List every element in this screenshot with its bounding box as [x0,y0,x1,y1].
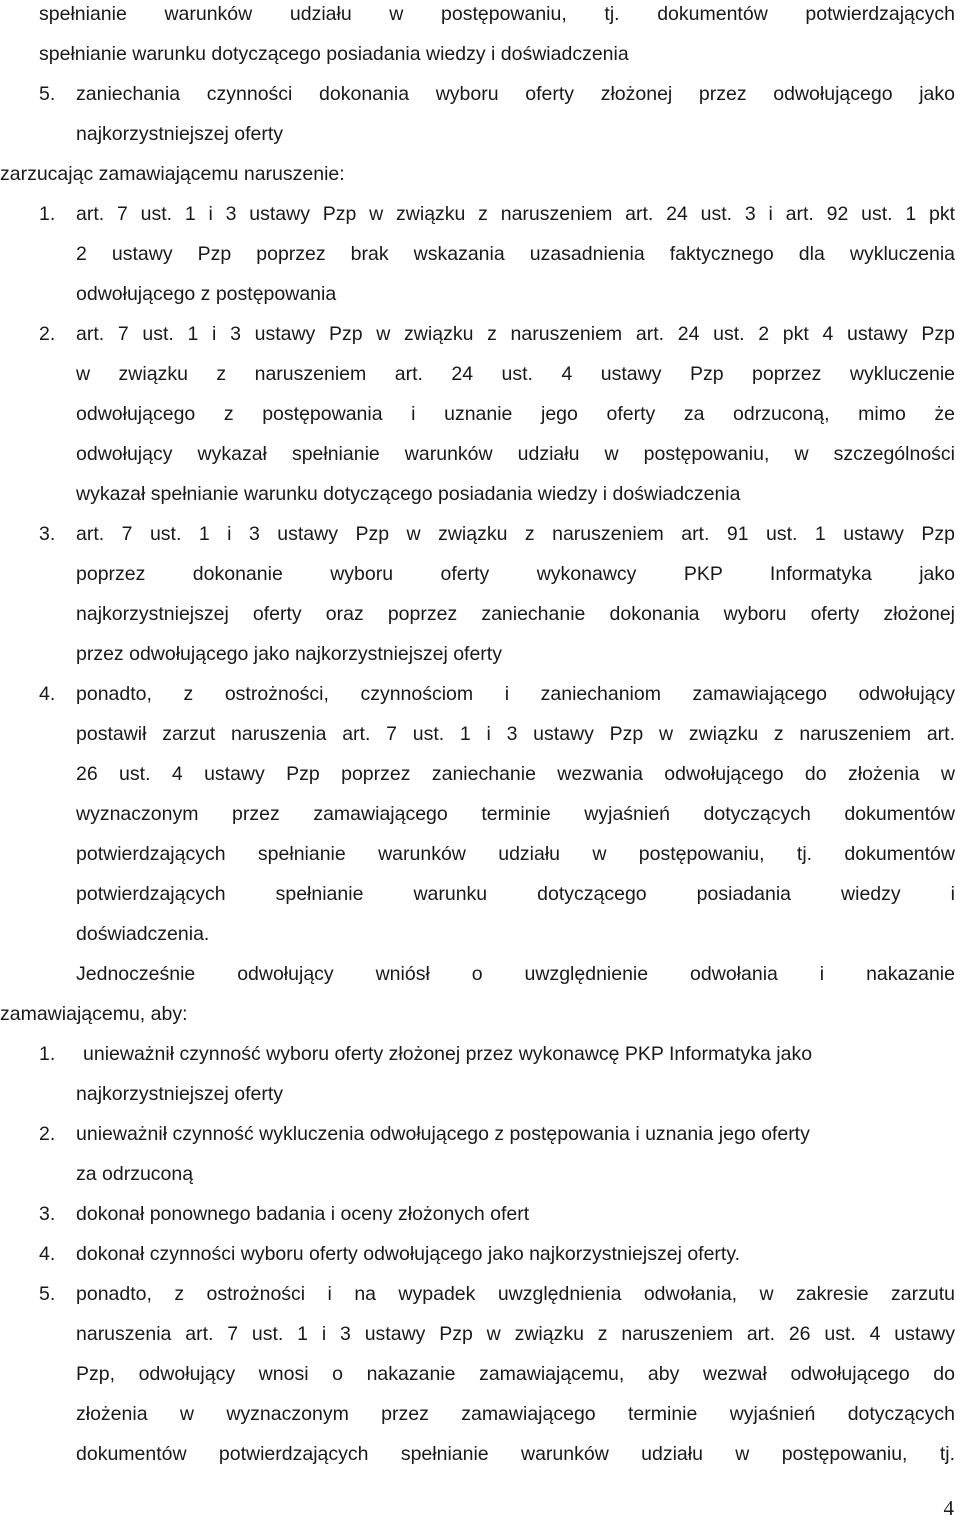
line-text: spełnianie warunku dotyczącego posiadania wiedzy i doświadczenia [39,43,629,65]
line-text: art. 7 ust. 1 i 3 ustawy Pzp w związku z naruszeniem art. 24 ust. 2 pkt 4 ustawy Pzp [76,323,955,345]
line-text: poprzez dokonanie wyboru oferty wykonawcy PKP Informatyka jako [76,563,955,585]
line-text: Jednocześnie odwołujący wniósł o uwzględnienie odwołania i nakazanie [76,963,955,985]
text-line [0,1160,960,1188]
text-line [0,800,960,828]
text-line [0,1320,960,1348]
list-item [0,1280,960,1308]
line-text: potwierdzających spełnianie warunków udziału w postępowaniu, tj. dokumentów [76,843,955,865]
line-text: najkorzystniejszej oferty oraz poprzez zaniechanie dokonania wyboru oferty złożonej [76,603,955,625]
text-line [0,1440,960,1468]
line-text: dokumentów potwierdzających spełnianie warunków udziału w postępowaniu, tj. [76,1443,955,1465]
text-line [0,240,960,268]
line-text: dokonał ponownego badania i oceny złożonych ofert [76,1203,530,1225]
text-line [0,1360,960,1388]
text-line [0,280,960,308]
list-marker: 1. [39,203,56,225]
page-number: 4 [943,1496,954,1520]
text-line [0,480,960,508]
list-marker: 1. [39,1043,56,1065]
line-text: najkorzystniejszej oferty [76,1083,283,1105]
text-line [0,360,960,388]
line-text: art. 7 ust. 1 i 3 ustawy Pzp w związku z naruszeniem art. 91 ust. 1 ustawy Pzp [76,523,955,545]
text-line [0,400,960,428]
line-text: wyznaczonym przez zamawiającego terminie wyjaśnień dotyczących dokumentów [76,803,955,825]
list-item [0,680,960,708]
line-text: art. 7 ust. 1 i 3 ustawy Pzp w związku z naruszeniem art. 24 ust. 3 i art. 92 ust. 1 pkt [76,203,955,225]
list-marker: 4. [39,1243,56,1265]
text-line [0,1400,960,1428]
text-line [0,40,960,68]
text-line [0,560,960,588]
line-text: potwierdzających spełnianie warunku dotyczącego posiadania wiedzy i [76,883,955,905]
line-text: odwołującego z postępowania [76,283,337,305]
line-text: doświadczenia. [76,923,210,945]
list-marker: 4. [39,683,56,705]
line-text: naruszenia art. 7 ust. 1 i 3 ustawy Pzp w związku z naruszeniem art. 26 ust. 4 ustawy [76,1323,955,1345]
text-line [0,880,960,908]
list-item [0,1040,960,1068]
list-item [0,200,960,228]
text-line [0,720,960,748]
text-line [0,0,960,28]
line-text: spełnianie warunków udziału w postępowaniu, tj. dokumentów potwierdzających [39,3,955,25]
line-text: zamawiającemu, aby: [0,1003,188,1025]
text-line [0,600,960,628]
line-text: najkorzystniejszej oferty [76,123,283,145]
text-line [0,760,960,788]
line-text: ponadto, z ostrożności, czynnościom i zaniechaniom zamawiającego odwołujący [76,683,955,705]
list-item [0,1200,960,1228]
line-text: za odrzuconą [76,1163,194,1185]
list-item [0,320,960,348]
line-text: zarzucając zamawiającemu naruszenie: [0,163,345,185]
text-line [0,120,960,148]
line-text: ponadto, z ostrożności i na wypadek uwzględnienia odwołania, w zakresie zarzutu [76,1283,955,1305]
list-item [0,80,960,108]
line-text: w związku z naruszeniem art. 24 ust. 4 ustawy Pzp poprzez wykluczenie [76,363,955,385]
list-item [0,1120,960,1148]
list-marker: 3. [39,1203,56,1225]
line-text: złożenia w wyznaczonym przez zamawiającego terminie wyjaśnień dotyczących [76,1403,955,1425]
line-text: unieważnił czynność wyboru oferty złożonej przez wykonawcę PKP Informatyka jako [83,1043,813,1065]
list-marker: 3. [39,523,56,545]
line-text: przez odwołującego jako najkorzystniejszej oferty [76,643,502,665]
line-text: Pzp, odwołujący wnosi o nakazanie zamawiającemu, aby wezwał odwołującego do [76,1363,955,1385]
text-line [0,960,960,988]
text-line [0,920,960,948]
line-text: 26 ust. 4 ustawy Pzp poprzez zaniechanie wezwania odwołującego do złożenia w [76,763,955,785]
text-line [0,640,960,668]
line-text: 2 ustawy Pzp poprzez brak wskazania uzasadnienia faktycznego dla wykluczenia [76,243,955,265]
line-text: zaniechania czynności dokonania wyboru oferty złożonej przez odwołującego jako [76,83,955,105]
list-marker: 2. [39,323,56,345]
line-text: odwołujący wykazał spełnianie warunków udziału w postępowaniu, w szczególności [76,443,955,465]
list-item [0,520,960,548]
line-text: odwołującego z postępowania i uznanie jego oferty za odrzuconą, mimo że [76,403,955,425]
text-line [0,160,960,188]
line-text: postawił zarzut naruszenia art. 7 ust. 1 i 3 ustawy Pzp w związku z naruszeniem art. [76,723,955,745]
text-line [0,840,960,868]
text-line [0,1080,960,1108]
line-text: wykazał spełnianie warunku dotyczącego posiadania wiedzy i doświadczenia [76,483,741,505]
text-line [0,1000,960,1028]
text-line [0,440,960,468]
line-text: unieważnił czynność wykluczenia odwołującego z postępowania i uznania jego oferty [76,1123,810,1145]
line-text: dokonał czynności wyboru oferty odwołującego jako najkorzystniejszej oferty. [76,1243,741,1265]
list-item [0,1240,960,1268]
list-marker: 5. [39,1283,56,1305]
list-marker: 5. [39,83,56,105]
list-marker: 2. [39,1123,56,1145]
